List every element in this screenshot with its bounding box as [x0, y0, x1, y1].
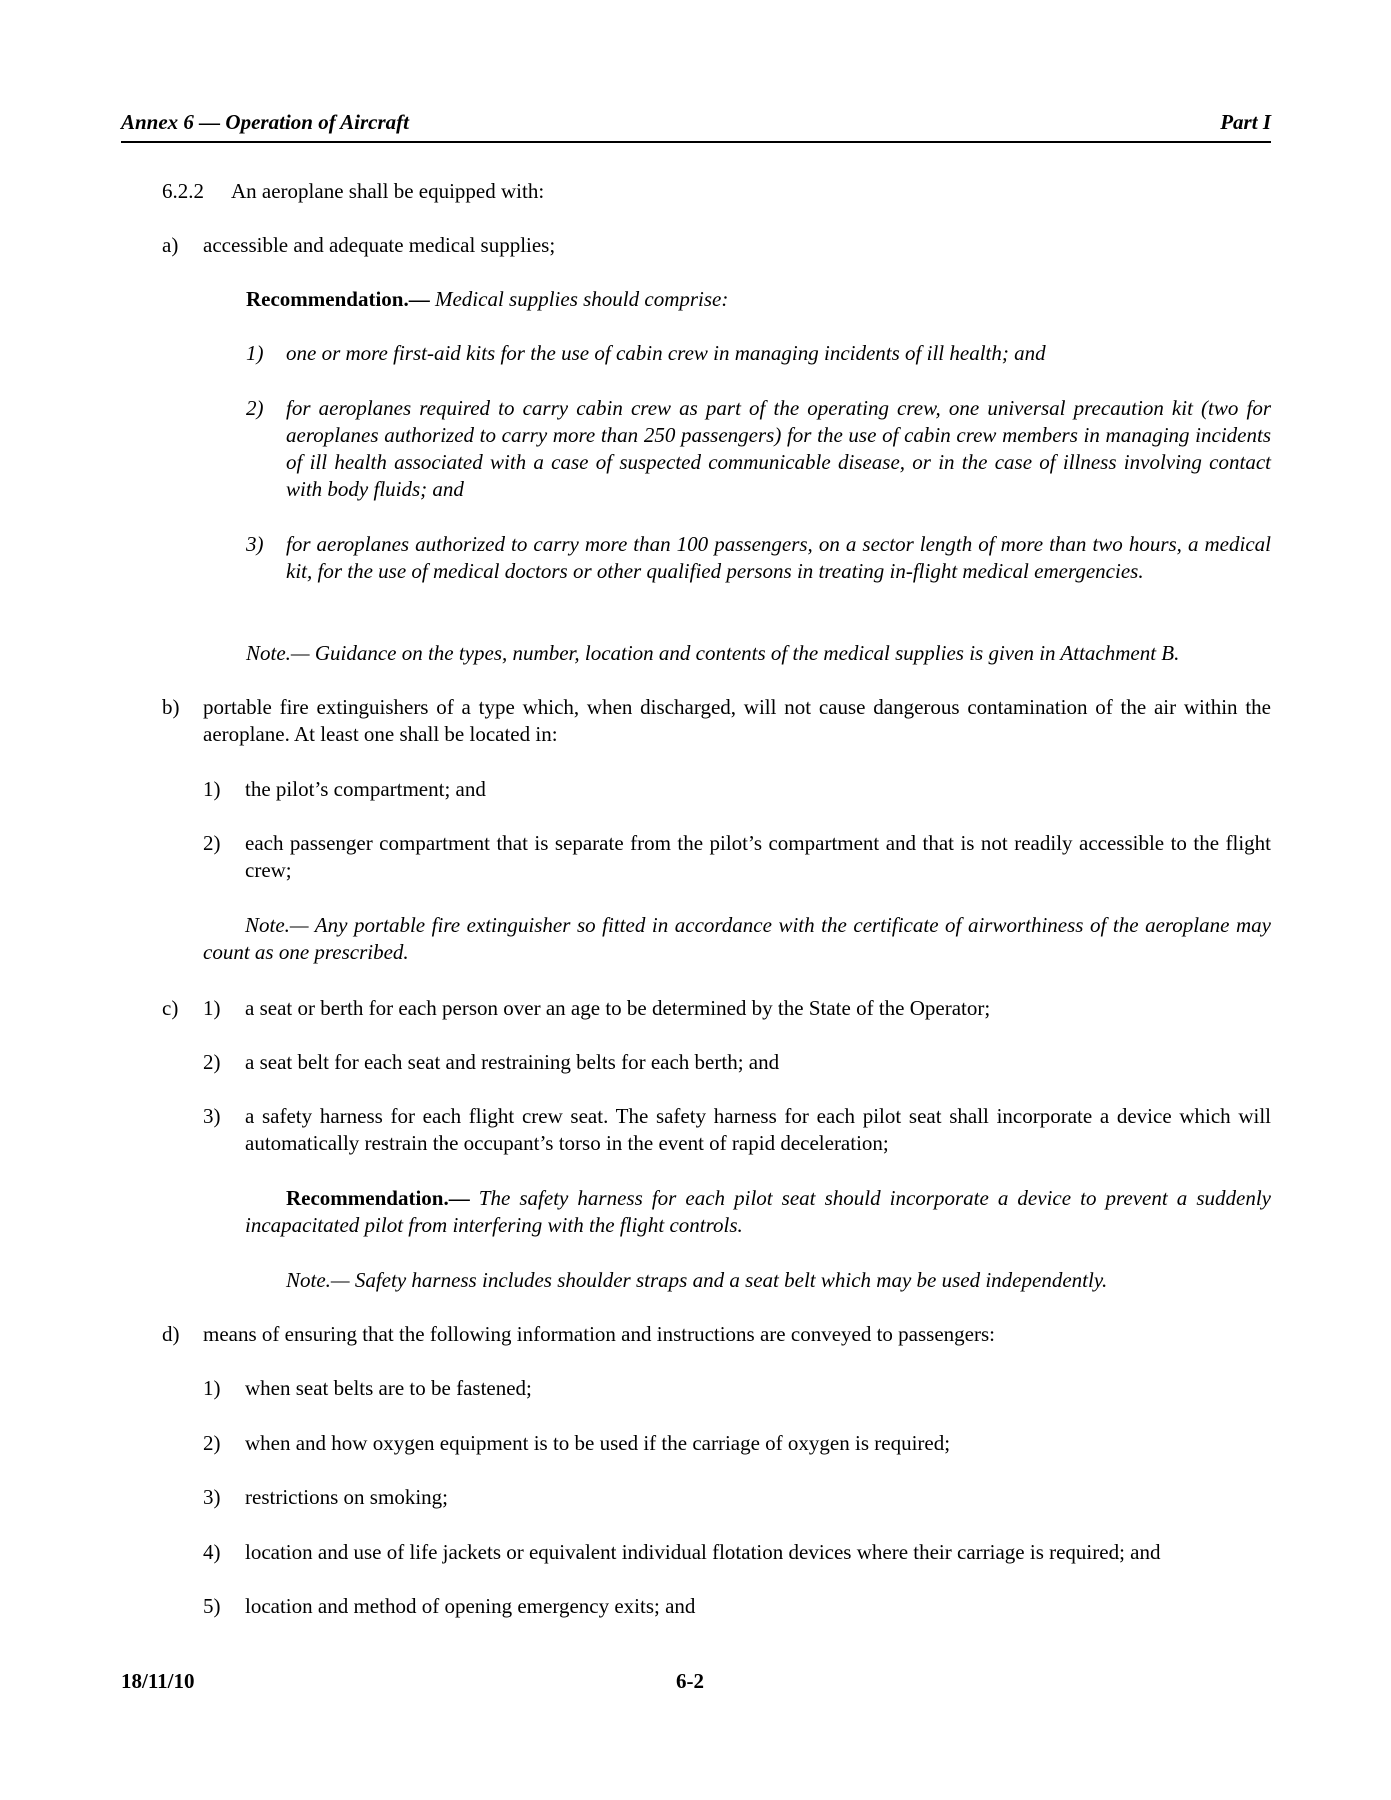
item-a-recommendation: Recommendation.— Medical supplies should comprise: [246, 287, 729, 311]
item-c-note: Note.— Safety harness includes shoulder straps and a seat belt which may be used independently. [286, 1268, 1108, 1292]
item-a-label: a) [162, 233, 179, 257]
item-c-recommendation: Recommendation.— The safety harness for each pilot seat should incorporate a device to prevent a suddenly incapacitated pilot from interfering with the flight controls. [245, 1186, 1271, 1237]
item-b-1-text: the pilot’s compartment; and [245, 777, 486, 801]
item-a-2-text: for aeroplanes required to carry cabin crew as part of the operating crew, one universal precaution kit (two for aeroplanes authorized to carry more than 250 passengers) for the use of cabin crew members in managing incidents of ill health associated with a case of suspected communicable disease, or in the case of illness involving contact with body fluids; and [286, 396, 1271, 501]
item-c-1-text: a seat or berth for each person over an age to be determined by the State of the Operator; [245, 996, 991, 1020]
item-b-label: b) [162, 695, 180, 719]
item-b-2-label: 2) [203, 831, 221, 855]
item-d-2-text: when and how oxygen equipment is to be used if the carriage of oxygen is required; [245, 1431, 951, 1455]
item-b-note: Note.— Any portable fire extinguisher so fitted in accordance with the certificate of airworthiness of the aeroplane may count as one prescribed. [203, 913, 1271, 964]
item-a-1-text: one or more first-aid kits for the use of cabin crew in managing incidents of ill health; and [286, 341, 1046, 365]
item-a-note: Note.— Guidance on the types, number, location and contents of the medical supplies is given in Attachment B. [246, 641, 1180, 665]
item-d-label: d) [162, 1322, 180, 1346]
item-c-2-label: 2) [203, 1050, 221, 1074]
item-a-text: accessible and adequate medical supplies; [203, 233, 556, 257]
item-c-3-label: 3) [203, 1104, 221, 1128]
item-c-2-text: a seat belt for each seat and restraining belts for each berth; and [245, 1050, 780, 1074]
item-d-text: means of ensuring that the following information and instructions are conveyed to passengers: [203, 1322, 995, 1346]
item-a-3-text: for aeroplanes authorized to carry more than 100 passengers, on a sector length of more than two hours, a medical kit, for the use of medical doctors or other qualified persons in treating in-flight medical emergencies. [286, 532, 1271, 583]
item-c-3-text: a safety harness for each flight crew seat. The safety harness for each pilot seat shall incorporate a device which will automatically restrain the occupant’s torso in the event of rapid deceleration; [245, 1104, 1271, 1155]
item-c-label: c) [162, 996, 179, 1020]
header-annex-title: Annex 6 — Operation of Aircraft [121, 110, 409, 134]
page-header [121, 110, 1271, 143]
item-d-3-label: 3) [203, 1485, 221, 1509]
item-c-1-label: 1) [203, 996, 221, 1020]
item-d-3-text: restrictions on smoking; [245, 1485, 448, 1509]
item-b-text: portable fire extinguishers of a type which, when discharged, will not cause dangerous contamination of the air within the aeroplane. At least one shall be located in: [203, 695, 1271, 746]
header-part: Part I [1220, 110, 1271, 134]
item-b-1-label: 1) [203, 777, 221, 801]
item-d-4-label: 4) [203, 1540, 221, 1564]
item-b-2-text: each passenger compartment that is separate from the pilot’s compartment and that is not readily accessible to the flight crew; [245, 831, 1271, 882]
item-d-1-label: 1) [203, 1376, 221, 1400]
item-d-5-label: 5) [203, 1594, 221, 1618]
item-d-1-text: when seat belts are to be fastened; [245, 1376, 532, 1400]
section-number: 6.2.2 [162, 179, 204, 203]
section-intro: An aeroplane shall be equipped with: [231, 179, 545, 203]
item-d-5-text: location and method of opening emergency exits; and [245, 1594, 696, 1618]
footer-page-number: 6-2 [676, 1669, 704, 1693]
item-a-1-label: 1) [246, 341, 264, 365]
footer-date: 18/11/10 [121, 1669, 195, 1693]
item-a-2-label: 2) [246, 396, 264, 420]
item-d-2-label: 2) [203, 1431, 221, 1455]
item-a-3-label: 3) [246, 532, 264, 556]
item-d-4-text: location and use of life jackets or equivalent individual flotation devices where their carriage is required; and [245, 1540, 1161, 1564]
